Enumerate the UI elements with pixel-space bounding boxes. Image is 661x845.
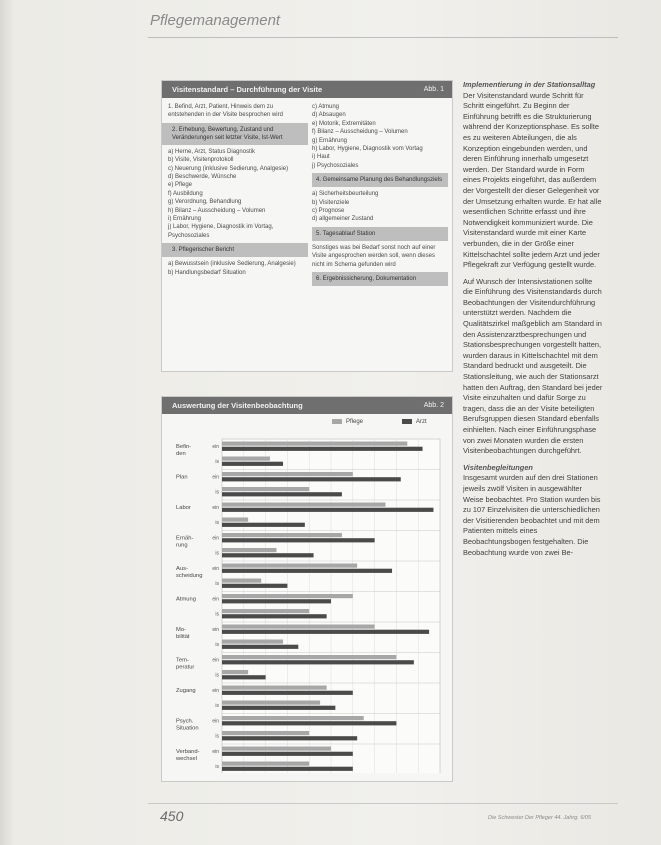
list-item: i) Haut [312,154,330,161]
section-heading: Implementierung in der Stationsalltag [463,80,596,89]
step-bar: 4. Gemeinsame Planung des Behandlungsziels [312,173,448,187]
page-number: 450 [160,808,184,824]
chart-box [161,396,453,782]
bar-arzt [222,584,287,588]
list-item: c) Atmung [312,104,340,110]
category-label: Plan [176,474,188,481]
row-label: is [215,611,219,618]
bar-arzt [222,691,353,695]
bar-arzt [222,660,414,664]
bar-arzt [222,767,353,771]
category-label: rung [176,542,188,549]
category-label: Psych. [176,718,194,725]
bar-pflege [222,701,320,705]
row-label: is [215,581,219,587]
category-label: Zugang [176,688,196,694]
footer-rule [148,803,618,804]
bar-arzt [222,523,305,527]
list-item: g) Verordnung, Behandlung [168,199,242,206]
figure-number: Abb. 1 [423,86,444,93]
bar-arzt [222,645,298,649]
row-label: is [215,459,219,465]
bar-pflege [222,655,396,659]
row-label: ein [212,627,219,633]
bar-pflege [222,716,364,720]
bar-arzt [222,553,314,557]
legend-label: Arzt [416,419,427,426]
row-label: is [215,672,219,679]
bar-arzt [222,447,423,451]
header-rule [148,37,618,38]
bar-arzt [222,675,266,679]
category-label: Tem- [176,657,189,664]
step-item: 1. Befind, Arzt, Patient, Hinweis dem zu entstehenden in der Visite besprochen wird [168,104,283,119]
row-label: ein [212,657,219,664]
bar-arzt [222,538,375,542]
row-label: is [215,489,219,496]
bar-pflege [222,472,353,476]
row-label: ein [212,444,219,450]
bar-arzt [222,599,331,603]
step-bar: 6. Ergebnissicherung, Dokumentation [312,272,448,286]
legend-label: Pflege [346,419,364,426]
bar-arzt [222,569,392,573]
body-paragraph: Insgesamt wurden auf den drei Stationen jeweils zwölf Visiten in ausgewählter Weise beobachtet. Pro Station wurden bis zu 107 Einzelvisiten die unterschiedlichen der Visitierenden beobachtet und mit dem Patienten mittels eines Beobachtungsbogen festgehalten. Die Beobachtung wurde von zwei Be- [463,473,601,557]
category-label: Labor [176,505,191,511]
bar-arzt [222,508,433,512]
legend-swatch [402,419,412,424]
row-label: ein [212,688,219,694]
list-item: e) Motorik, Extremitäten [312,120,376,127]
row-label: is [215,703,219,709]
bar-arzt [222,752,353,756]
list-item: a) Sicherheitsbeurteilung [312,191,379,198]
category-label: Mo- [176,627,186,633]
row-label: is [215,642,219,648]
list-item: h) Bilanz – Ausscheidung – Volumen [168,207,266,214]
bar-pflege [222,609,309,613]
chart-title-text: Auswertung der Visitenbeobachtung [172,401,303,410]
visit-standard-title [162,81,452,98]
list-item: b) Visite, Visitenprotokoll [168,157,234,164]
list-item: b) Handlungsbedarf Situation [168,269,246,276]
bar-pflege [222,457,270,461]
step-bar: 2. Erhebung, Bewertung, Zustand und Veränderungen seit letzter Visite, Ist-Wert [162,123,308,145]
category-label: Befin- [176,444,192,450]
bar-pflege [222,564,357,568]
category-label: Aus- [176,566,188,572]
row-label: ein [212,718,219,725]
bar-pflege [222,686,327,690]
list-item: a) Herne, Arzt, Status Diagnostik [168,148,256,155]
body-paragraph: Auf Wunsch der Intensivstationen sollte die Einführung des Visitenstandards durch Beobachtungen der Visitendurchführung unterstützt werden. Nachdem die Qualitätszirkel maßgeblich am Standard in den Assistenzarztbesprechungen und Stationsbesprechungen vorgestellt hatten, wurden daraus in Kittelschachtel mit dem Standard bedruckt und ausgeteilt. Die Stationsleitung, wie auch der Stationsarzt hatten den Auftrag, den Standard bei jeder Visite einzuhalten und dafür Sorge zu tragen, dass die an der Visite beteiligten Berufsgruppen diesen Standard ebenfalls einhielten. Nach einer Einführungsphase von zwei Monaten wurden die ersten Visitenbeobachtungen durchgeführt. [463,276,603,456]
bar-pflege [222,503,386,507]
page-header: Pflegemanagement [150,12,281,29]
bar-pflege [222,670,248,674]
category-label: Verband- [176,749,200,755]
category-label: peratur [176,664,195,671]
step-bar: 3. Pflegerischer Bericht [162,243,308,257]
list-item: e) Pflege [168,182,193,189]
row-label: is [215,733,219,740]
visit-standard-right-column [312,103,448,289]
category-label: scheidung [176,573,203,579]
step-bar: 5. Tagesablauf Station [312,227,448,241]
bar-arzt [222,721,396,725]
figure-number: Abb. 2 [423,402,444,409]
list-item: a) Bewusstsein (inklusive Sedierung, Analgesie) [168,261,296,268]
legend-item-pflege [332,419,363,425]
visit-standard-left-column [168,103,308,277]
row-label: is [215,764,219,770]
bar-arzt [222,736,357,740]
list-item: d) Absaugen [312,112,346,119]
row-label: is [215,520,219,526]
visit-standard-box [161,80,453,372]
row-label: ein [212,474,219,481]
bar-arzt [222,706,335,710]
category-label: bilität [176,634,190,640]
bar-pflege [222,579,261,583]
note-text: Sonstiges was bei Bedarf sonst noch auf einer Visite angesprochen werden soll, wenn dieses nicht im Schema gefunden wird [312,244,436,268]
bar-pflege [222,731,309,735]
category-label: wechsel [176,756,197,762]
row-label: ein [212,505,219,511]
legend-item-arzt [402,419,427,425]
list-item: j) Labor, Hygiene, Diagnostik im Vortag, Psychosoziales [168,224,274,239]
bar-pflege [222,640,283,644]
row-label: ein [212,596,219,603]
list-item: c) Neuerung (inklusive Sedierung, Analgesie) [168,165,289,172]
bar-chart [170,433,446,773]
row-label: ein [212,535,219,542]
list-item: f) Ausbildung [168,190,203,197]
row-label: is [215,550,219,557]
visit-standard-title-text: Visitenstandard – Durchführung der Visite [172,85,323,94]
list-item: d) allgemeiner Zustand [312,216,374,223]
category-label: Ernäh- [176,535,194,542]
body-paragraph: Der Visitenstandard wurde Schritt für Schritt eingeführt. Zu Beginn der Einführung betrifft es die Strukturierung während der Konzeptionsphase. Es sollte es zu weiteren Abteilungen, die als Konzeption eingebunden werden, und deren Einführung innerhalb umgesetzt werden. Der Standard wurde in Form eines Projekts eingeführt, das außerdem der Vorgestellt der dieser Gelegenheit vor der Umsetzung erhalten wurde. Er hat alle wesentlichen Schritte erfasst und ihre Notwendigkeit kommuniziert wurde. Die Visitenstandard wurde mit einer Karte verbunden, die in der Größe einer Kittelschachtel sollte jedem Arzt und jeder Pflegekraft zur Verfügung gestellt wurde. [463,90,602,270]
bar-arzt [222,614,327,618]
bar-pflege [222,747,331,751]
article-right-column [463,80,603,564]
chart-title [162,397,452,414]
list-item: i) Ernährung [168,216,202,223]
list-item: h) Labor, Hygiene, Diagnostik vom Vortag [312,146,423,153]
bar-pflege [222,518,248,522]
legend-swatch [332,419,342,424]
row-label: ein [212,749,219,755]
list-item: c) Prognose [312,208,345,215]
bar-pflege [222,762,309,766]
category-label: den [176,451,186,457]
bar-pflege [222,533,342,537]
row-label: ein [212,566,219,572]
list-item: j) Psychosoziales [312,162,359,169]
bar-pflege [222,594,353,598]
bar-arzt [222,477,401,481]
bar-pflege [222,442,407,446]
bar-arzt [222,462,283,466]
category-label: Situation [176,725,199,732]
list-item: b) Visitenziele [312,199,350,206]
bar-pflege [222,548,277,552]
category-label: Atmung [176,596,196,603]
list-item: g) Ernährung [312,137,348,144]
bar-arzt [222,630,429,634]
section-heading: Visitenbegleitungen [463,462,533,472]
list-item: d) Beschwerde, Wünsche [168,174,237,181]
bar-pflege [222,625,375,629]
bar-arzt [222,492,342,496]
list-item: f) Bilanz – Ausscheidung – Volumen [312,129,408,136]
bar-pflege [222,487,309,491]
journal-source: Die Schwester Der Pfleger 44. Jahrg. 6/05 [488,815,592,821]
